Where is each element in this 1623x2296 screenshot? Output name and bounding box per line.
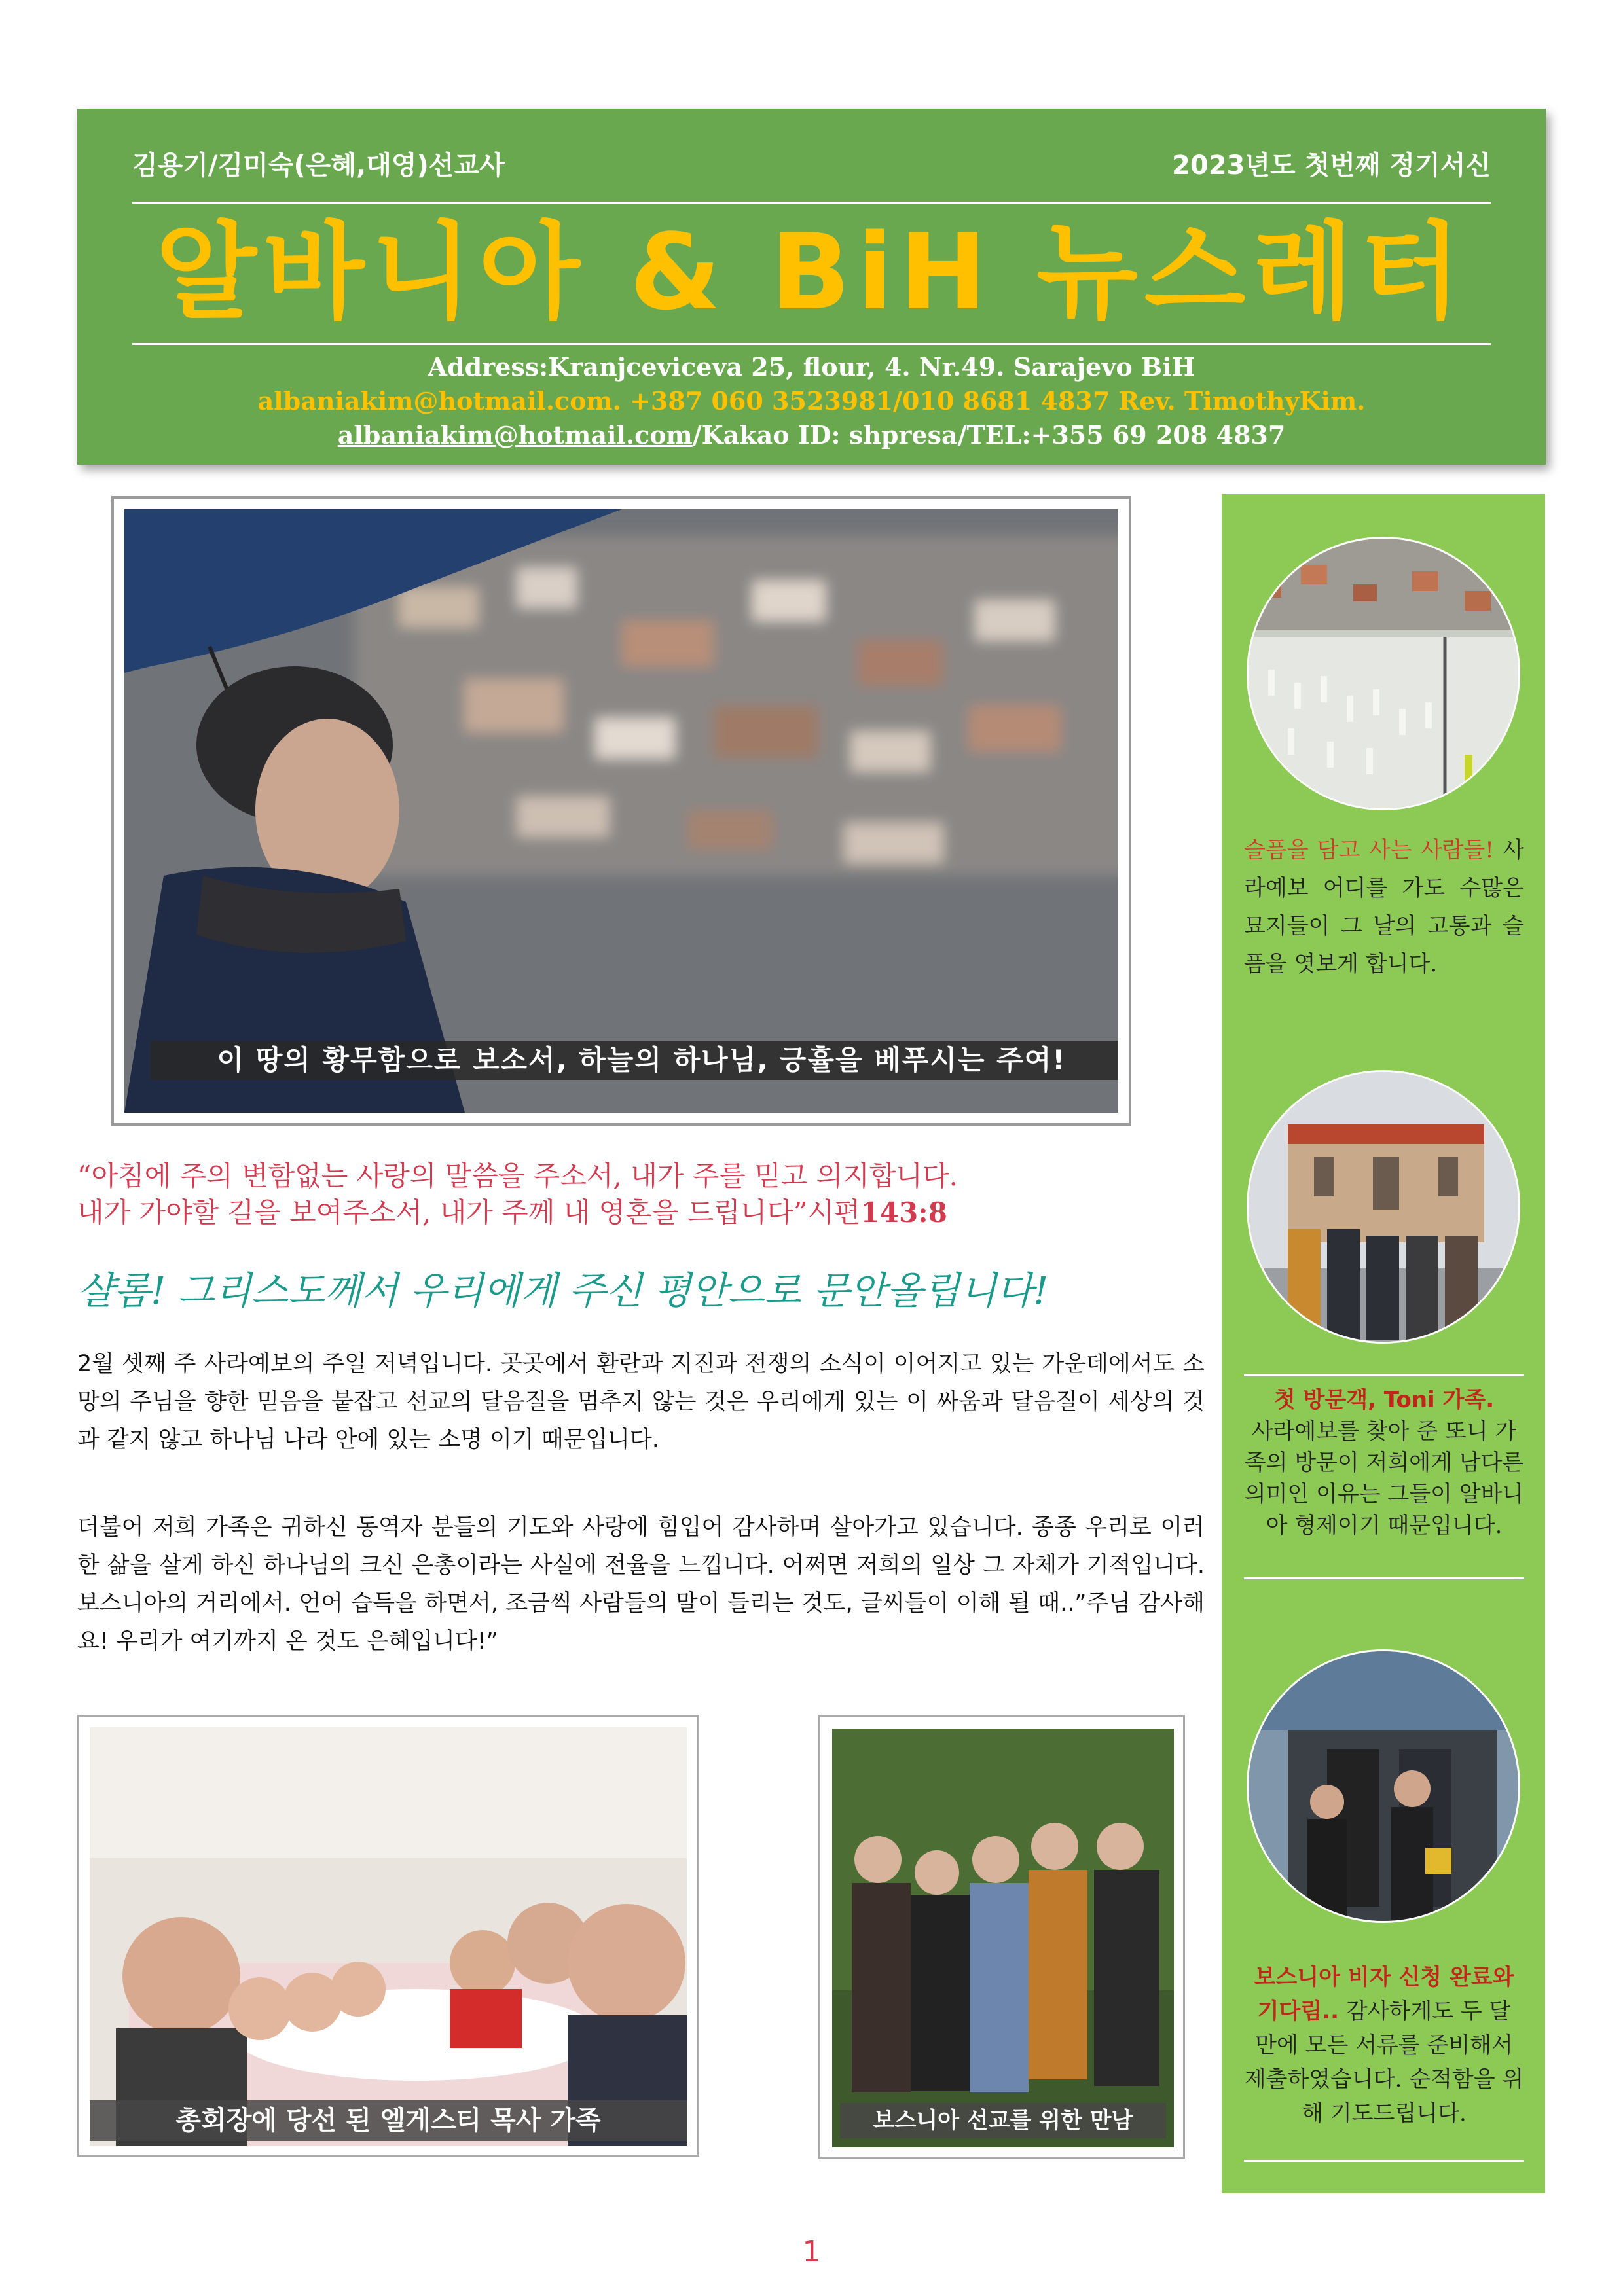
main-photo-illustration — [124, 509, 1118, 1113]
sidebar-body-3: 감사하게도 두 달 만에 모든 서류를 준비해서 제출하였습니다. 순적함을 위해 기도드립니다. — [1244, 1998, 1524, 2126]
sidebar-body-2: 사라예보를 찾아 준 또니 가족의 방문이 저희에게 남다른 의미인 이유는 그들이 알바니아 형제이기 때문입니다. — [1244, 1418, 1524, 1539]
sidebar-highlight-2: 첫 방문객, Toni 가족. — [1273, 1387, 1495, 1413]
newsletter-title: 알바니아 & BiH 뉴스레터 — [155, 211, 1468, 333]
visitors-photo — [1247, 1070, 1520, 1344]
header-divider-bottom — [132, 343, 1491, 345]
sidebar-highlight-1: 슬픔을 담고 사는 사람들! — [1244, 837, 1494, 863]
family-dinner-photo — [90, 1727, 687, 2146]
main-photo — [124, 509, 1118, 1113]
sidebar-body-1: 사라예보 어디를 가도 수많은 묘지들이 그 날의 고통과 슬픔을 엿보게 합니다. — [1244, 837, 1524, 977]
scripture-line-1: “아침에 주의 변함없는 사랑의 말씀을 주소서, 내가 주를 믿고 의지합니다. — [77, 1160, 958, 1192]
bottom-right-caption: 보스니아 선교를 위한 만남 — [840, 2103, 1166, 2138]
visa-office-photo — [1247, 1649, 1520, 1923]
scripture-reference: 143:8 — [860, 1196, 947, 1229]
body-paragraph-2: 더불어 저희 가족은 귀하신 동역자 분들의 기도와 사랑에 힘입어 감사하며 살아가고 있습니다. 종종 우리로 이러한 삶을 살게 하신 하나님의 크신 은총이라는 사실에 전율을 느낍니다. 어쩌면 저희의 일상 그 자체가 기적입니다. 보스니아의 거리에서. 언어 습득을 하면서, 조금씩 사람들의 말이 들리는 것도, 글씨들이 이해 될 때..”주님 감사해요! 우리가 여기까지 온 것도 은혜입니다!” — [77, 1515, 1205, 1655]
body-paragraph-1: 2월 셋째 주 사라예보의 주일 저녁입니다. 곳곳에서 환란과 지진과 전쟁의 소식이 이어지고 있는 가운데에서도 소망의 주님을 향한 믿음을 붙잡고 선교의 달음질을 멈추지 않는 것은 우리에게 있는 이 싸움과 달음질이 세상의 것과 같지 않고 하나님 나라 안에 있는 소명 이기 때문입니다. — [77, 1351, 1205, 1453]
page-number: 1 — [802, 2235, 821, 2269]
contact-line: albaniakim@hotmail.com. +387 060 3523981/010 8681 4837 Rev. TimothyKim. — [257, 386, 1366, 416]
sidebar-text-2 — [1244, 1384, 1524, 1541]
email-link[interactable]: albaniakim@hotmail.com — [337, 420, 693, 450]
scripture-line-2-text: 내가 가야할 길을 보여주소서, 내가 주께 내 영혼을 드립니다”시편 — [77, 1196, 861, 1229]
meeting-photo — [832, 1729, 1174, 2147]
issue-label: 2023년도 첫번째 정기서신 — [1172, 151, 1491, 181]
sidebar-divider-1 — [1244, 1374, 1524, 1376]
sidebar-highlight-3: 보스니아 비자 신청 완료와 기다림.. — [1254, 1964, 1514, 2024]
right-sidebar — [1222, 494, 1545, 2193]
address-line: Address:Kranjceviceva 25, flour, 4. Nr.49. Sarajevo BiH — [428, 352, 1195, 382]
header-divider-top — [132, 202, 1491, 204]
sidebar-text-3 — [1244, 1960, 1524, 2130]
bottom-right-photo-frame — [818, 1715, 1185, 2159]
sidebar-divider-2 — [1244, 1577, 1524, 1579]
cemetery-illustration — [1249, 539, 1520, 810]
main-photo-frame — [111, 496, 1131, 1126]
bottom-left-photo-frame — [77, 1715, 699, 2157]
main-photo-caption: 이 땅의 황무함으로 보소서, 하늘의 하나님, 긍휼을 베푸시는 주여! — [151, 1041, 1118, 1080]
greeting-heading: 샬롬! 그리스도께서 우리에게 주신 평안으로 문안올립니다! — [77, 1268, 1049, 1313]
sidebar-text-1 — [1244, 831, 1524, 983]
newsletter-header — [77, 109, 1546, 465]
missionaries-name: 김용기/김미숙(은혜,대영)선교사 — [132, 151, 505, 181]
visitors-illustration — [1249, 1072, 1520, 1344]
cemetery-photo — [1247, 537, 1520, 810]
sidebar-divider-3 — [1244, 2160, 1524, 2162]
scripture-line-2 — [77, 1195, 947, 1230]
bottom-left-caption: 총회장에 당선 된 엘게스티 목사 가족 — [90, 2100, 687, 2141]
contact-line-2 — [77, 420, 1546, 450]
visa-office-illustration — [1249, 1651, 1520, 1923]
contact-rest: /Kakao ID: shpresa/TEL:+355 69 208 4837 — [692, 420, 1286, 450]
